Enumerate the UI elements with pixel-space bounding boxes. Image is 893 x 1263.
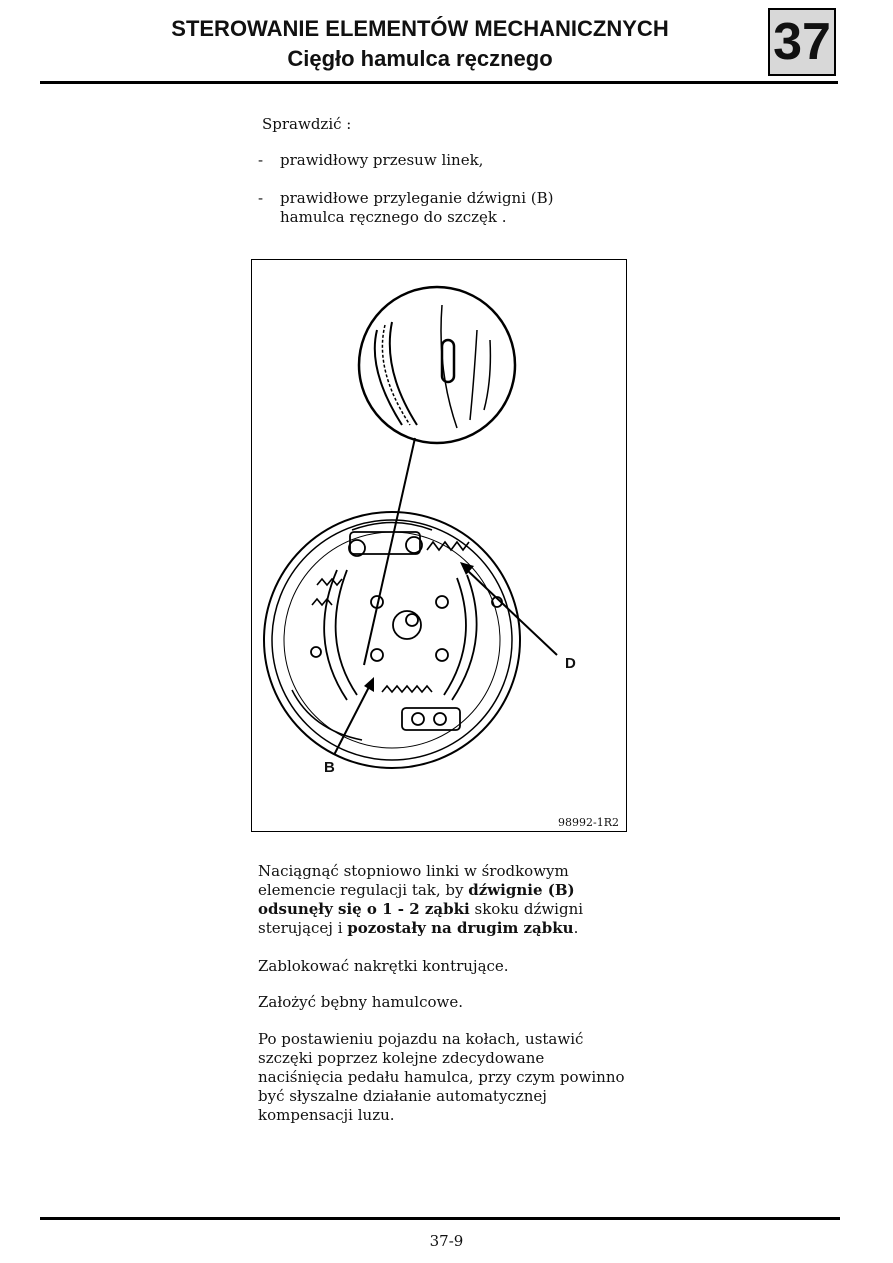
brake-shoes — [324, 570, 476, 700]
arrow-b — [364, 677, 374, 692]
page-title — [40, 14, 800, 74]
backing-plate — [264, 512, 520, 768]
detail-magnifier — [359, 287, 515, 443]
callout-b: B — [324, 759, 335, 776]
page-number: 37-9 — [429, 1232, 464, 1250]
instruction-text: Naciągnąć stopniowo linki w środkowym elemencie regulacji tak, by — [258, 862, 569, 899]
callout-d: D — [565, 655, 576, 672]
wheel-cylinder — [349, 532, 422, 556]
chapter-number-badge: 37 — [768, 8, 836, 76]
instruction-emphasis: dźwignie (B) odsunęły się o 1 - 2 ząbki — [258, 881, 575, 918]
figure-reference: 98992-1R2 — [558, 816, 619, 829]
header-divider — [40, 81, 838, 84]
instruction-paragraph — [258, 862, 628, 938]
anchor-block — [402, 708, 460, 730]
arrow-d — [460, 562, 474, 575]
check-item — [258, 189, 618, 227]
check-item-text: prawidłowe przyleganie dźwigni (B) hamulca ręcznego do szczęk . — [280, 189, 554, 226]
title-line-2: Cięgło hamulca ręcznego — [287, 46, 553, 71]
instruction-paragraph: Zablokować nakrętki kontrujące. — [258, 957, 509, 975]
instruction-paragraph: Po postawieniu pojazdu na kołach, ustawić szczęki poprzez kolejne zdecydowane naciśnięcia pedału hamulca, przy czym powinno być słyszalne działanie automatycznej kompensacji luzu. — [258, 1030, 625, 1124]
check-label: Sprawdzić : — [262, 115, 352, 133]
check-item — [258, 151, 618, 170]
title-line-1: STEROWANIE ELEMENTÓW MECHANICZNYCH — [171, 16, 669, 41]
check-item-text: prawidłowy przesuw linek, — [280, 151, 484, 169]
brake-assembly-drawing — [252, 260, 626, 831]
instruction-paragraph: Założyć bębny hamulcowe. — [258, 993, 463, 1011]
footer-divider — [40, 1217, 840, 1220]
instruction-text: . — [573, 919, 579, 937]
instruction-emphasis: pozostały na drugim ząbku — [347, 919, 574, 937]
instruction-text: skoku dźwigni sterującej i — [258, 900, 584, 937]
brake-drum-illustration — [251, 259, 627, 832]
bullet-dash: - — [258, 151, 264, 169]
bullet-dash: - — [258, 189, 264, 207]
